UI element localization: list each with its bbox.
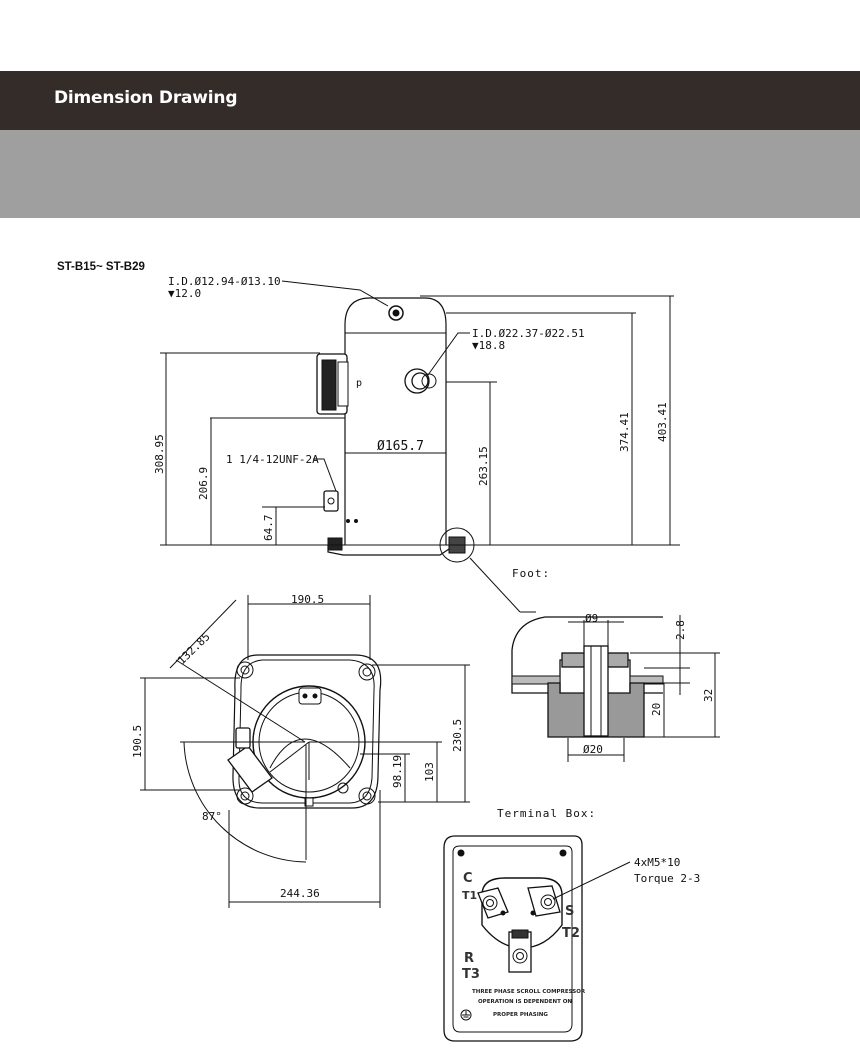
terminal-t1-label: T1 xyxy=(462,889,478,902)
warning-line-2: OPERATION IS DEPENDENT ON xyxy=(478,999,573,1005)
total-height-label: 32 xyxy=(702,688,715,702)
top-view xyxy=(131,593,470,908)
screw-spec-label: 4xM5*10 xyxy=(634,856,681,869)
offset-98-label: 98.19 xyxy=(391,754,404,788)
height-discharge-label: 263.15 xyxy=(477,446,490,486)
oil-port xyxy=(324,491,338,511)
page-title: Dimension Drawing xyxy=(54,88,238,108)
oil-port-thread-label: 1 1/4-12UNF-2A xyxy=(226,453,319,466)
model-label: ST-B15~ ST-B29 xyxy=(57,261,145,273)
terminal-t3-label: T3 xyxy=(462,967,480,982)
grommet-height-label: 20 xyxy=(650,702,663,716)
foot-label: Foot: xyxy=(512,567,551,580)
terminal-t2-label: T2 xyxy=(562,926,580,941)
angle-label: 87° xyxy=(202,810,222,823)
top-thickness-label: 2.8 xyxy=(674,620,687,640)
discharge-connection-label: I.D.Ø22.37-Ø22.51 xyxy=(472,327,585,340)
discharge-leader xyxy=(428,333,470,375)
grommet-diameter-label: Ø20 xyxy=(583,743,603,756)
side-view xyxy=(153,275,680,612)
height-suction-label: 374.41 xyxy=(618,412,631,452)
width-total-label: 244.36 xyxy=(280,887,320,900)
height-terminal-label: 308.95 xyxy=(153,434,166,474)
terminal-c-label: C xyxy=(463,871,473,886)
compressor-base xyxy=(328,545,455,555)
discharge-depth-label: ▼18.8 xyxy=(472,339,506,352)
diag-label: 132.85 xyxy=(175,630,213,668)
foot-detail xyxy=(512,567,720,762)
terminal-r-label: R xyxy=(464,951,475,966)
compressor-body xyxy=(345,298,446,545)
suction-connection-label: I.D.Ø12.94-Ø13.10 xyxy=(168,275,281,288)
terminal-box-label: Terminal Box: xyxy=(497,807,597,820)
height-oil-port-label: 206.9 xyxy=(197,466,210,500)
terminal-r xyxy=(509,930,531,972)
terminal-s-label: S xyxy=(565,904,575,919)
depth-mount-label: 190.5 xyxy=(131,724,144,758)
body-diameter-label: Ø165.7 xyxy=(377,439,424,454)
depth-total-label: 230.5 xyxy=(451,718,464,752)
suction-depth-label: ▼12.0 xyxy=(168,287,202,300)
height-total-label: 403.41 xyxy=(656,402,669,442)
hole-diameter-label: Ø9 xyxy=(585,612,599,625)
warning-line-1: THREE PHASE SCROLL COMPRESSOR xyxy=(472,989,586,995)
discharge-fitting xyxy=(405,369,429,393)
warning-line-3: PROPER PHASING xyxy=(493,1012,548,1018)
terminal-box-detail xyxy=(444,807,700,1041)
mount-hole-br xyxy=(359,788,375,804)
svg-text:p: p xyxy=(356,378,363,389)
torque-label: Torque 2-3 xyxy=(634,872,701,885)
offset-103-label: 103 xyxy=(423,762,436,782)
width-mount-label: 190.5 xyxy=(291,593,325,606)
suction-leader xyxy=(282,281,388,306)
height-sight-label: 64.7 xyxy=(262,514,275,541)
